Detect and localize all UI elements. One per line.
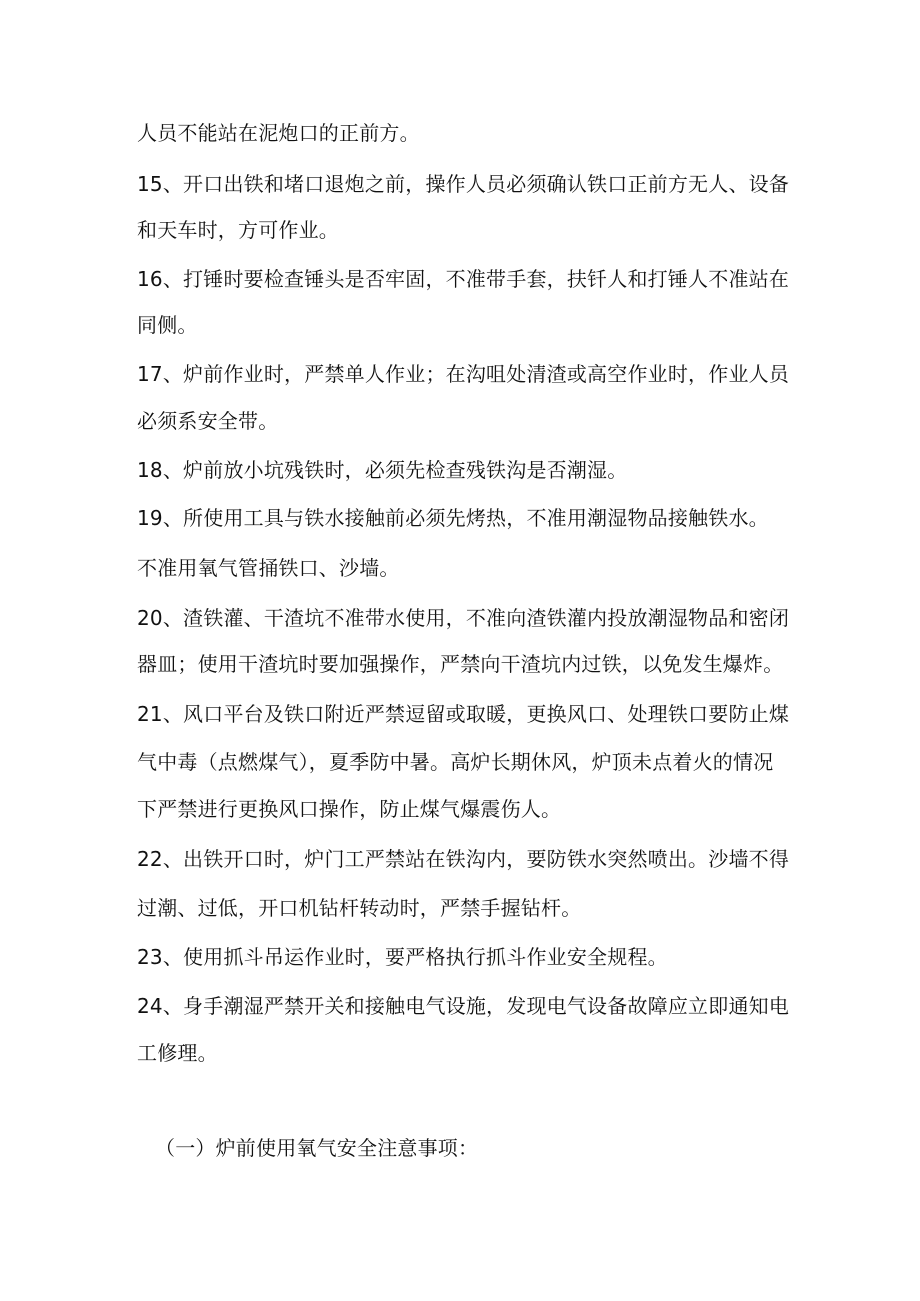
- text-line-16: 22、出铁开口时，炉门工严禁站在铁沟内，要防铁水突然喷出。沙墙不得: [137, 847, 790, 871]
- text-line-3: 和天车时，方可作业。: [137, 218, 339, 242]
- section-heading: （一）炉前使用氧气安全注意事项：: [155, 1136, 479, 1160]
- text-line-18: 23、使用抓斗吊运作业时，要严格执行抓斗作业安全规程。: [137, 945, 668, 969]
- text-line-12: 器皿；使用干渣坑时要加强操作，严禁向干渣坑内过铁，以免发生爆炸。: [137, 652, 784, 676]
- text-line-6: 17、炉前作业时，严禁单人作业；在沟咀处清渣或高空作业时，作业人员: [137, 362, 790, 386]
- text-line-17: 过潮、过低，开口机钻杆转动时，严禁手握钻杆。: [137, 896, 582, 920]
- text-line-4: 16、打锤时要检查锤头是否牢固，不准带手套，扶钎人和打锤人不准站在: [137, 267, 790, 291]
- text-line-2: 15、开口出铁和堵口退炮之前，操作人员必须确认铁口正前方无人、设备: [137, 172, 790, 196]
- text-line-5: 同侧。: [137, 313, 198, 337]
- text-line-14: 气中毒（点燃煤气），夏季防中暑。高炉长期休风，炉顶未点着火的情况: [137, 750, 774, 774]
- text-line-7: 必须系安全带。: [137, 409, 279, 433]
- text-line-1: 人员不能站在泥炮口的正前方。: [137, 121, 420, 145]
- text-line-13: 21、风口平台及铁口附近严禁逗留或取暖，更换风口、处理铁口要防止煤: [137, 702, 790, 726]
- text-line-10: 不准用氧气管捅铁口、沙墙。: [137, 556, 400, 580]
- text-line-15: 下严禁进行更换风口操作，防止煤气爆震伤人。: [137, 797, 562, 821]
- text-line-20: 工修理。: [137, 1041, 218, 1065]
- text-line-11: 20、渣铁灌、干渣坑不准带水使用，不准向渣铁灌内投放潮湿物品和密闭: [137, 606, 790, 630]
- text-line-9: 19、所使用工具与铁水接触前必须先烤热，不准用潮湿物品接触铁水。: [137, 506, 769, 530]
- text-line-19: 24、身手潮湿严禁开关和接触电气设施，发现电气设备故障应立即通知电: [137, 994, 790, 1018]
- text-line-8: 18、炉前放小坑残铁时，必须先检查残铁沟是否潮湿。: [137, 458, 628, 482]
